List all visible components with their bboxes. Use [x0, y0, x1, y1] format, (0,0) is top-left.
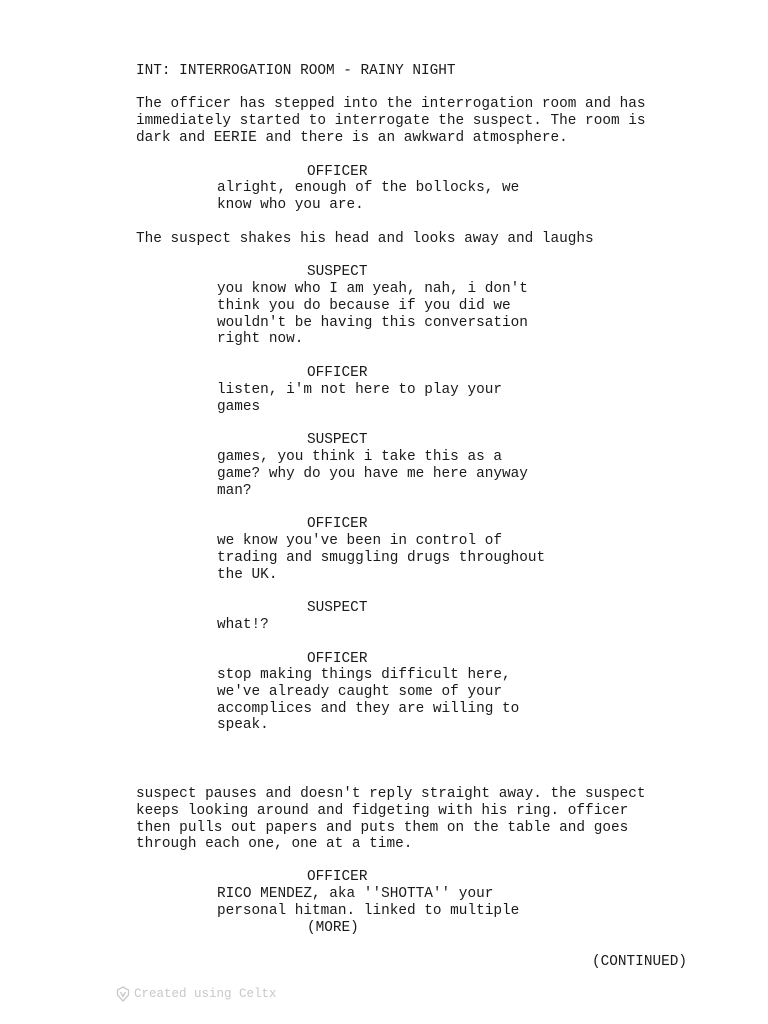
character-name: OFFICER: [307, 869, 368, 885]
dialogue: alright, enough of the bollocks, we know who you are.: [217, 180, 520, 213]
character-name: SUSPECT: [307, 432, 368, 448]
celtx-logo-icon: [116, 986, 130, 1002]
character-name: SUSPECT: [307, 264, 368, 280]
more-marker: (MORE): [307, 920, 359, 936]
dialogue: what!?: [217, 617, 269, 633]
action-paragraph: suspect pauses and doesn't reply straight away. the suspect keeps looking around and fidgeting with his ring. officer then pulls out papers and puts them on the table and goes through each one, one at a time.: [136, 786, 646, 853]
celtx-footer: [116, 986, 277, 1002]
character-name: SUSPECT: [307, 600, 368, 616]
dialogue: RICO MENDEZ, aka ''SHOTTA'' your personal hitman. linked to multiple: [217, 886, 520, 919]
footer-text: Created using Celtx: [134, 987, 277, 1001]
dialogue: games, you think i take this as a game? why do you have me here anyway man?: [217, 449, 528, 499]
continued-marker: (CONTINUED): [592, 954, 687, 970]
action-paragraph: The officer has stepped into the interrogation room and has immediately started to interrogate the suspect. The room is dark and EERIE and there is an awkward atmosphere.: [136, 96, 646, 146]
dialogue: you know who I am yeah, nah, i don't think you do because if you did we wouldn't be having this conversation right now.: [217, 281, 528, 348]
dialogue: listen, i'm not here to play your games: [217, 382, 502, 415]
character-name: OFFICER: [307, 651, 368, 667]
character-name: OFFICER: [307, 164, 368, 180]
action-paragraph: The suspect shakes his head and looks away and laughs: [136, 231, 594, 247]
scene-heading: INT: INTERROGATION ROOM - RAINY NIGHT: [136, 63, 456, 79]
dialogue: stop making things difficult here, we've already caught some of your accomplices and they are willing to speak.: [217, 667, 520, 734]
dialogue: we know you've been in control of trading and smuggling drugs throughout the UK.: [217, 533, 546, 583]
character-name: OFFICER: [307, 365, 368, 381]
character-name: OFFICER: [307, 516, 368, 532]
